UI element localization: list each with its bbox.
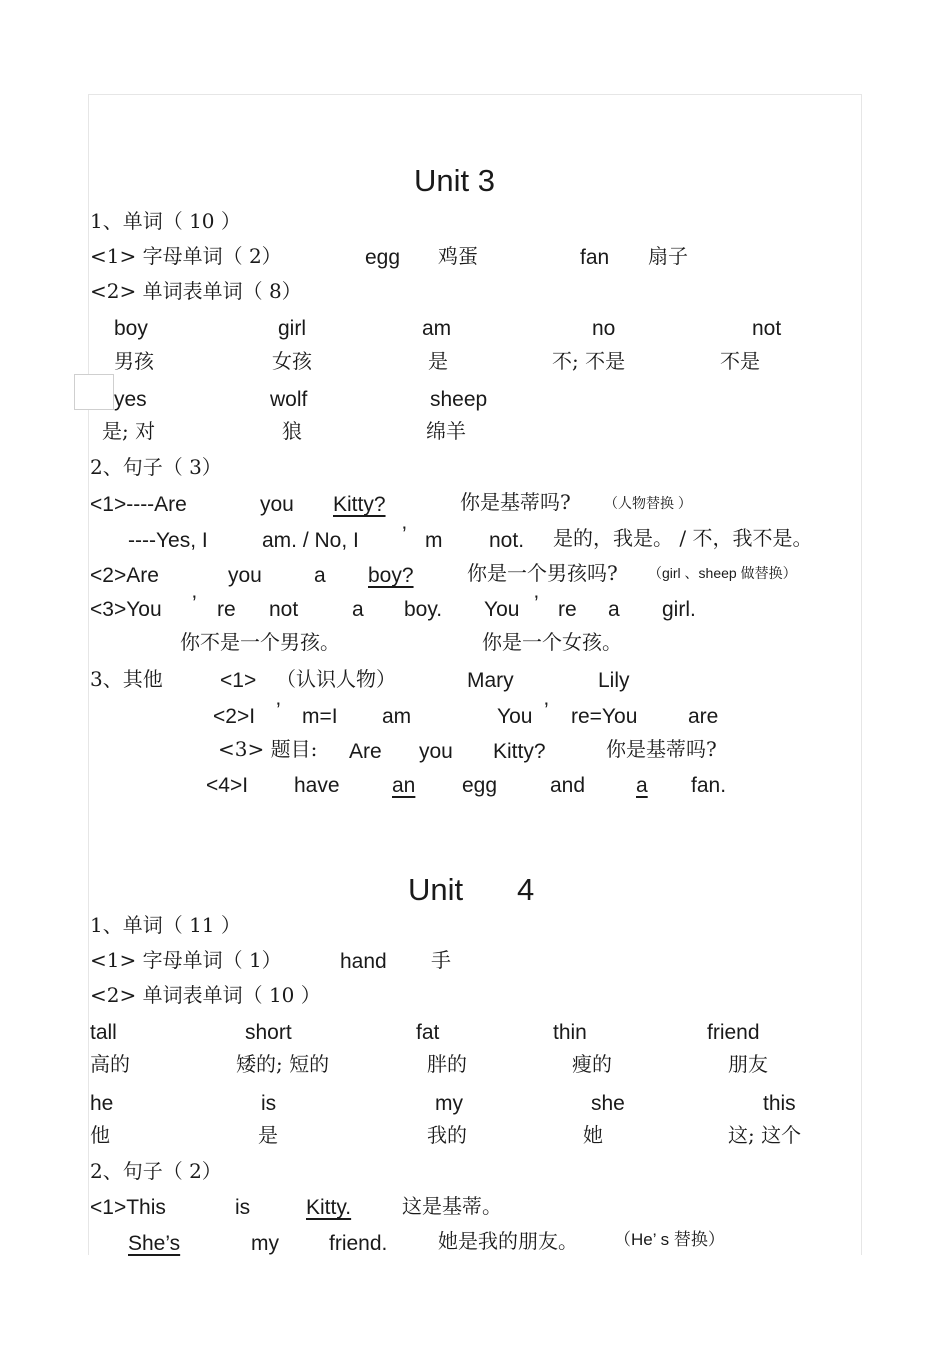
sentence-word: You xyxy=(484,598,520,621)
word-en: boy xyxy=(114,317,148,340)
unit4-title-number: 4 xyxy=(517,872,535,907)
sentence-blank-word: Kitty. xyxy=(306,1196,352,1219)
other-item: fan. xyxy=(691,774,727,797)
word-zh: 他 xyxy=(90,1123,110,1147)
word-en: tall xyxy=(90,1021,117,1044)
sentence-zh: 你是一个男孩吗? xyxy=(467,561,618,585)
word-zh: 高的 xyxy=(90,1052,130,1076)
other-item: ’ xyxy=(544,699,549,722)
other-item: <3> 题目: xyxy=(218,737,318,761)
other-item: You xyxy=(497,705,533,728)
word-zh: 朋友 xyxy=(728,1052,768,1076)
sentence-word: boy. xyxy=(404,598,443,621)
word-zh: 矮的; 短的 xyxy=(236,1052,330,1076)
word-en: this xyxy=(763,1092,796,1115)
sentence-word: am. / No, I xyxy=(262,529,359,552)
sentence-zh: 她是我的朋友。 xyxy=(438,1229,578,1253)
word-en: thin xyxy=(553,1021,587,1044)
word-en: am xyxy=(422,317,452,340)
word-en: wolf xyxy=(270,388,308,411)
other-item: you xyxy=(419,740,453,763)
word-zh: 手 xyxy=(431,948,451,972)
unit3-list-words-label: <2> 单词表单词（ 8） xyxy=(90,279,302,303)
sentence-zh: 你是基蒂吗? xyxy=(460,490,571,514)
word-zh: 男孩 xyxy=(114,349,154,373)
word-zh: 女孩 xyxy=(272,349,312,373)
word-en: he xyxy=(90,1092,114,1115)
word-en: sheep xyxy=(430,388,488,411)
word-zh: 狼 xyxy=(282,419,302,443)
word-zh: 胖的 xyxy=(427,1052,467,1076)
word-zh: 不; 不是 xyxy=(552,349,626,373)
sentence-word: ’ xyxy=(402,523,407,546)
sentence-blank-word: boy? xyxy=(368,564,414,587)
word-zh: 扇子 xyxy=(648,244,688,268)
sentence-word: my xyxy=(251,1232,279,1255)
other-item: 你是基蒂吗? xyxy=(606,737,717,761)
word-zh: 是 xyxy=(258,1123,278,1147)
unit3-words-heading: 1、单词（ 10 ） xyxy=(90,209,241,233)
unit4-words-heading: 1、单词（ 11 ） xyxy=(90,913,241,937)
other-item: re=You xyxy=(571,705,638,728)
unit4-title: Unit xyxy=(408,872,464,907)
word-zh: 是; 对 xyxy=(102,419,156,443)
sentence-word: friend. xyxy=(329,1232,388,1255)
other-item: am xyxy=(382,705,412,728)
sentence-zh: 是的，我是。 / 不，我不是。 xyxy=(553,526,813,550)
word-en: short xyxy=(245,1021,292,1044)
sentence-word: ’ xyxy=(192,592,197,615)
sentence-blank-word: Kitty? xyxy=(333,493,386,516)
blank-word: an xyxy=(392,774,416,797)
word-zh: 这; 这个 xyxy=(728,1123,802,1147)
word-zh: 不是 xyxy=(720,349,760,373)
other-item: and xyxy=(550,774,586,797)
word-zh: 瘦的 xyxy=(572,1052,612,1076)
word-zh: 我的 xyxy=(427,1123,467,1147)
word-en: is xyxy=(261,1092,277,1115)
sentence-word: <3>You xyxy=(90,598,162,621)
word-en: friend xyxy=(707,1021,760,1044)
word-en: hand xyxy=(340,950,387,973)
other-item: Lily xyxy=(598,669,630,692)
other-item: egg xyxy=(462,774,498,797)
sentence-note: （He’ s 替换） xyxy=(614,1230,725,1249)
sentence-blank-word: She’s xyxy=(128,1232,181,1255)
sentence-zh: 这是基蒂。 xyxy=(402,1194,502,1218)
other-item: m=I xyxy=(302,705,338,728)
sentence-word: re xyxy=(217,598,236,621)
sentence-word: m xyxy=(425,529,443,552)
sentence-word: is xyxy=(235,1196,251,1219)
sentence-zh: 你不是一个男孩。 xyxy=(180,630,340,654)
sentence-word: re xyxy=(558,598,577,621)
scan-artifact-box xyxy=(74,374,114,410)
sentence-zh: 你是一个女孩。 xyxy=(482,630,622,654)
other-item: Mary xyxy=(467,669,514,692)
unit3-sentences-heading: 2、句子（ 3） xyxy=(90,455,222,479)
sentence-word: you xyxy=(228,564,262,587)
word-en: no xyxy=(592,317,616,340)
other-item: <2>I xyxy=(213,705,256,728)
word-en: egg xyxy=(365,246,401,269)
sentence-word: ----Yes, I xyxy=(128,529,208,552)
unit3-other-heading: 3、其他 xyxy=(90,667,163,691)
word-en: she xyxy=(591,1092,625,1115)
word-zh: 她 xyxy=(583,1123,603,1147)
sentence-word: a xyxy=(352,598,364,621)
sentence-word: not xyxy=(269,598,299,621)
word-en: fat xyxy=(416,1021,440,1044)
unit4-letter-words-label: <1> 字母单词（ 1） xyxy=(90,948,282,972)
unit3-title: Unit 3 xyxy=(414,163,495,198)
sentence-word: a xyxy=(608,598,620,621)
sentence-word: ’ xyxy=(534,592,539,615)
word-en: my xyxy=(435,1092,463,1115)
word-en: yes xyxy=(114,388,147,411)
word-zh: 鸡蛋 xyxy=(438,244,478,268)
unit4-list-words-label: <2> 单词表单词（ 10 ） xyxy=(90,983,321,1007)
sentence-word: <1>----Are xyxy=(90,493,187,516)
word-en: fan xyxy=(580,246,610,269)
word-zh: 绵羊 xyxy=(426,419,466,443)
unit4-sentences-heading: 2、句子（ 2） xyxy=(90,1159,222,1183)
sentence-word: a xyxy=(314,564,326,587)
other-item: Kitty? xyxy=(493,740,546,763)
sentence-word: girl. xyxy=(662,598,696,621)
blank-word: a xyxy=(636,774,648,797)
word-en: not xyxy=(752,317,782,340)
other-item: <1> xyxy=(220,669,257,692)
sentence-word: <2>Are xyxy=(90,564,159,587)
other-item: <4>I xyxy=(206,774,249,797)
other-item: ’ xyxy=(276,699,281,722)
other-item: have xyxy=(294,774,340,797)
sentence-word: not. xyxy=(489,529,525,552)
sentence-word: <1>This xyxy=(90,1196,166,1219)
word-zh: 是 xyxy=(428,349,448,373)
word-en: girl xyxy=(278,317,307,340)
other-item: Are xyxy=(349,740,382,763)
sentence-word: you xyxy=(260,493,294,516)
sentence-note: （人物替换 ） xyxy=(604,495,692,511)
other-item: are xyxy=(688,705,719,728)
other-item: （认识人物） xyxy=(276,667,396,691)
sentence-note: （girl 、sheep 做替换） xyxy=(648,565,797,581)
unit3-letter-words-label: <1> 字母单词（ 2） xyxy=(90,244,282,268)
